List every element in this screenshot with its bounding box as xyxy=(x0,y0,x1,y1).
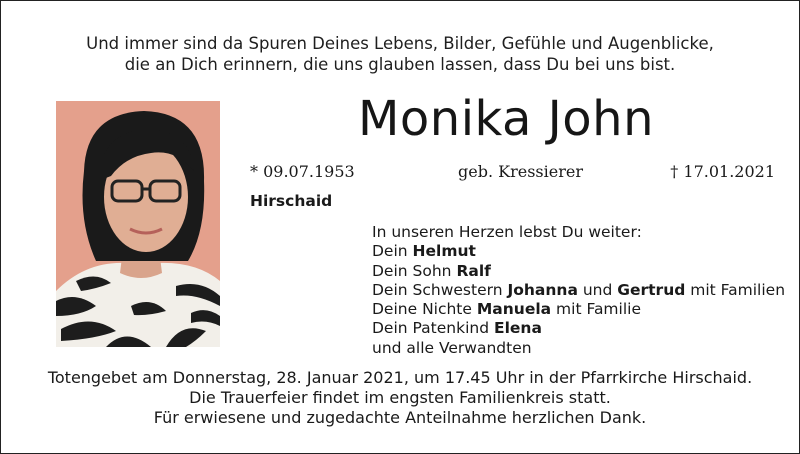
mourner-line: Deine Nichte Manuela mit Familie xyxy=(372,300,641,319)
quote-line: die an Dich erinnern, die uns glauben lassen, dass Du bei uns bist. xyxy=(124,55,676,74)
birth-date xyxy=(250,162,355,182)
mourner-line: Dein Helmut xyxy=(372,242,476,261)
mourner-line: Dein Schwestern Johanna und Gertrud mit Familien xyxy=(372,280,786,299)
memorial-quote xyxy=(1,33,799,75)
footer-line: Totengebet am Donnerstag, 28. Januar 2021, um 17.45 Uhr in der Pfarrkirche Hirschaid. xyxy=(47,368,753,387)
place: Hirschaid xyxy=(250,192,333,210)
death-symbol: † xyxy=(670,162,679,181)
death-date-value: 17.01.2021 xyxy=(683,162,775,181)
birth-date-value: 09.07.1953 xyxy=(263,162,355,181)
mourner-line: Dein Sohn Ralf xyxy=(372,261,491,280)
footer-line: Die Trauerfeier findet im engsten Familienkreis statt. xyxy=(189,388,611,407)
footer-notice xyxy=(1,368,799,428)
mourners-intro: In unseren Herzen lebst Du weiter: xyxy=(372,223,642,241)
footer-line: Für erwiesene und zugedachte Anteilnahme herzlichen Dank. xyxy=(153,408,647,427)
portrait-photo xyxy=(56,101,220,347)
death-date xyxy=(670,162,775,182)
quote-line: Und immer sind da Spuren Deines Lebens, Bilder, Gefühle und Augenblicke, xyxy=(86,34,714,53)
maiden-name: geb. Kressierer xyxy=(458,162,583,181)
mourners-closing: und alle Verwandten xyxy=(372,338,532,357)
mourners-list xyxy=(372,223,785,358)
deceased-name: Monika John xyxy=(357,91,655,147)
mourner-line: Dein Patenkind Elena xyxy=(372,319,542,338)
birth-symbol: * xyxy=(250,162,258,181)
